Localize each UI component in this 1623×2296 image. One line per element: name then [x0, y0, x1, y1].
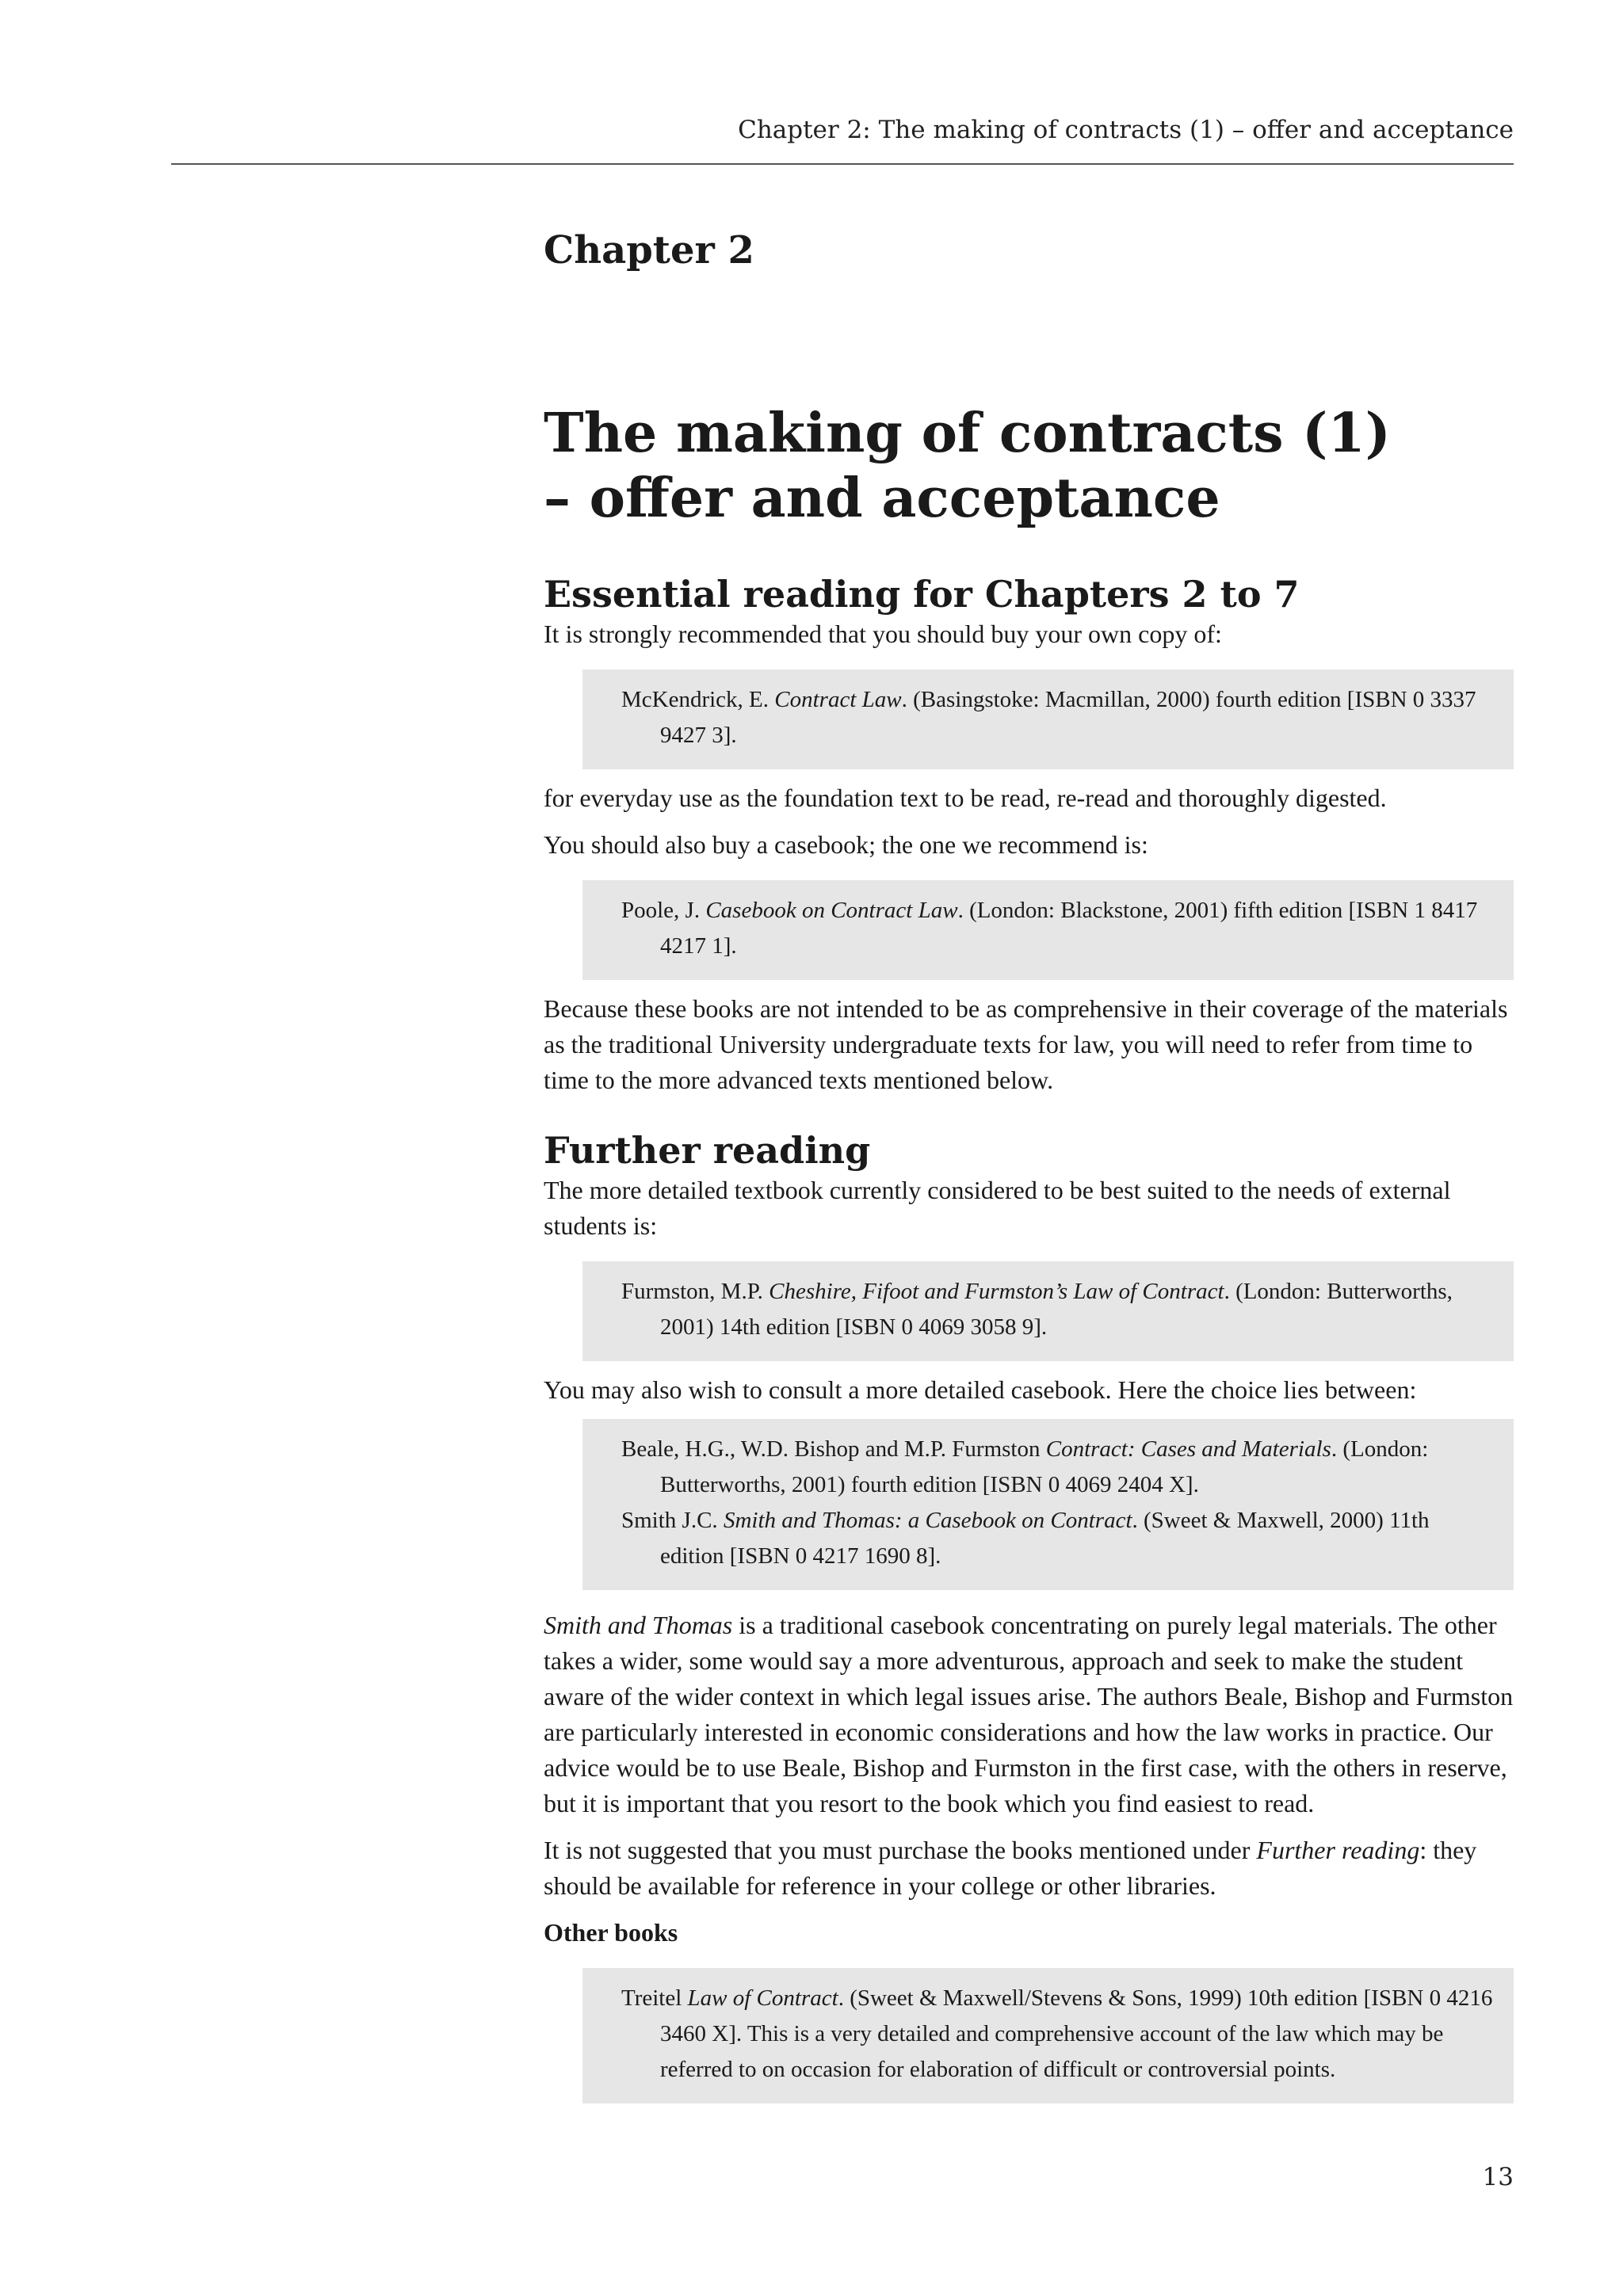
further-paragraph-2 — [544, 1833, 1514, 1904]
ref-title: Cheshire, Fifoot and Furmston’s Law of Contract — [769, 1279, 1224, 1304]
ref-author: Furmston, M.P. — [621, 1279, 769, 1304]
ref-author: Beale, H.G., W.D. Bishop and M.P. Furmston — [621, 1436, 1046, 1462]
paragraph-text: is a traditional casebook concentrating on purely legal materials. The other takes a wider, some would say a more adventurous, approach and seek to make the student aware of the wider context in which legal issues arise. The authors Beale, Bishop and Furmston are particularly interested in economic considerations and how the law works in practice. Our advice would be to use Beale, Bishop and Furmston in the first case, with the others in reserve, but it is important that you resort to the book which you find easiest to read. — [544, 1611, 1514, 1817]
page-number: 13 — [1482, 2163, 1514, 2191]
further-ref-box-2 — [582, 1419, 1514, 1590]
further-intro: The more detailed textbook currently considered to be best suited to the needs of external students is: — [544, 1176, 1451, 1240]
paragraph-text: : they should be available for reference in your college or other libraries. — [544, 1836, 1477, 1900]
ref-title: Smith and Thomas: a Casebook on Contract — [723, 1508, 1132, 1533]
casebook-intro: You should also buy a casebook; the one we recommend is: — [544, 830, 1148, 859]
ref-details: . (Basingstoke: Macmillan, 2000) fourth edition [ISBN 0 3337 9427 3]. — [660, 687, 1476, 748]
chapter-title-line-1: The making of contracts (1) — [544, 402, 1391, 465]
ref-details: . (London: Butterworths, 2001) 14th edition [ISBN 0 4069 3058 9]. — [660, 1279, 1453, 1340]
italic-title: Smith and Thomas — [544, 1611, 733, 1639]
ref-title: Contract: Cases and Materials — [1045, 1436, 1331, 1462]
ref-title: Casebook on Contract Law — [705, 898, 958, 923]
running-head: Chapter 2: The making of contracts (1) – offer and acceptance — [738, 116, 1514, 144]
ref-title: Law of Contract — [687, 1985, 838, 2011]
chapter-title — [544, 401, 1514, 531]
further-reading-heading: Further reading — [544, 1129, 871, 1172]
header-rule — [171, 163, 1514, 165]
further-casebook-intro: You may also wish to consult a more detailed casebook. Here the choice lies between: — [544, 1375, 1417, 1404]
chapter-label: Chapter 2 — [544, 228, 754, 273]
reference-mckendrick — [621, 682, 1495, 753]
ref-title: Contract Law — [774, 687, 902, 712]
essential-closing: Because these books are not intended to be as comprehensive in their coverage of the materials as the traditional University undergraduate texts for law, you will need to refer from time to time to the more advanced texts mentioned below. — [544, 994, 1508, 1094]
reference-smith — [621, 1503, 1495, 1574]
ref-details: . (London: Butterworths, 2001) fourth edition [ISBN 0 4069 2404 X]. — [660, 1436, 1429, 1497]
ref-author: Smith J.C. — [621, 1508, 724, 1533]
essential-ref-box-1 — [582, 669, 1514, 769]
chapter-title-line-2: – offer and acceptance — [544, 467, 1220, 530]
ref-details: . (London: Blackstone, 2001) fifth edition [ISBN 1 8417 4217 1]. — [660, 898, 1478, 959]
further-ref-box-1 — [582, 1261, 1514, 1361]
reference-furmston — [621, 1274, 1495, 1345]
essential-ref-box-2 — [582, 880, 1514, 980]
other-books-heading: Other books — [544, 1918, 678, 1947]
ref-details: . (Sweet & Maxwell, 2000) 11th edition [ISBN 0 4217 1690 8]. — [660, 1508, 1430, 1569]
ref-details: . (Sweet & Maxwell/Stevens & Sons, 1999) 10th edition [ISBN 0 4216 3460 X]. This is a very detailed and comprehensive account of the law which may be referred to on occasion for elaboration of difficult or controversial points. — [660, 1985, 1493, 2082]
reference-beale — [621, 1432, 1495, 1503]
page-content — [544, 223, 1514, 2103]
essential-reading-heading: Essential reading for Chapters 2 to 7 — [544, 573, 1300, 616]
ref-author: McKendrick, E. — [621, 687, 775, 712]
other-books-ref-box — [582, 1968, 1514, 2103]
reference-treitel — [621, 1981, 1495, 2088]
further-paragraph-1 — [544, 1608, 1514, 1821]
ref-author: Poole, J. — [621, 898, 706, 923]
reference-poole — [621, 893, 1495, 964]
ref-author: Treitel — [621, 1985, 688, 2011]
paragraph-text: It is not suggested that you must purchase the books mentioned under — [544, 1836, 1257, 1864]
italic-reference: Further reading — [1256, 1836, 1420, 1864]
essential-after-ref: for everyday use as the foundation text to be read, re-read and thoroughly digested. — [544, 784, 1387, 812]
essential-intro: It is strongly recommended that you should buy your own copy of: — [544, 620, 1222, 648]
